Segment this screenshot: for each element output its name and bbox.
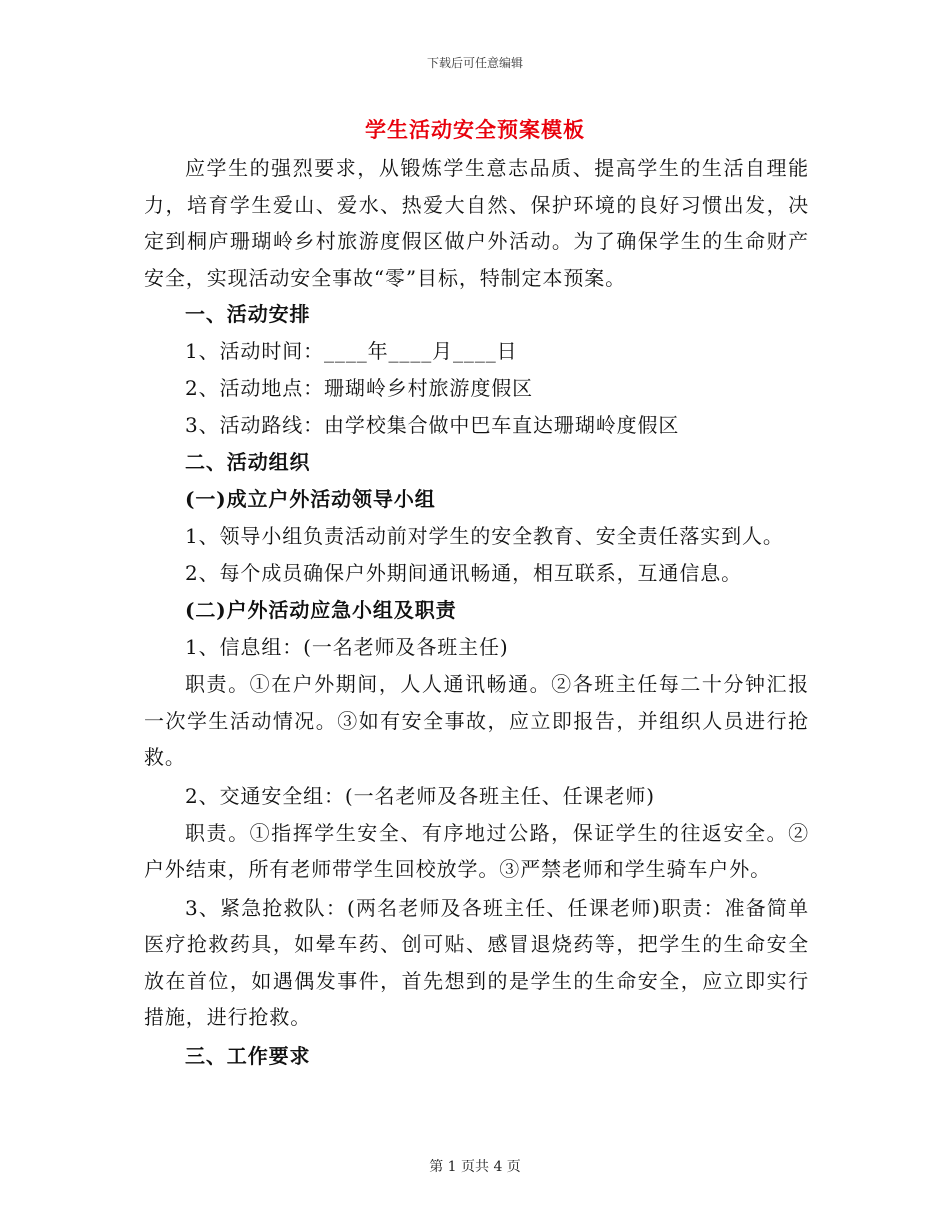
document-title: 学生活动安全预案模板	[365, 117, 585, 142]
activity-time: 1、活动时间：____年____月____日	[185, 339, 518, 363]
traffic-group-duty: 职责。①指挥学生安全、有序地过公路，保证学生的往返安全。②户外结束，所有老师带学生回校放学。③严禁老师和学生骑车户外。	[144, 820, 809, 881]
leadership-item-2: 2、每个成员确保户外期间通讯畅通，相互联系，互通信息。	[185, 561, 743, 585]
activity-route: 3、活动路线：由学校集合做中巴车直达珊瑚岭度假区	[185, 413, 680, 437]
subsection-2-heading: (二)户外活动应急小组及职责	[185, 598, 457, 622]
section-2-heading: 二、活动组织	[185, 450, 311, 474]
activity-location: 2、活动地点：珊瑚岭乡村旅游度假区	[185, 376, 534, 400]
page-footer: 第 1 页共 4 页	[429, 1159, 521, 1175]
leadership-item-1: 1、领导小组负责活动前对学生的安全教育、安全责任落实到人。	[185, 524, 784, 548]
subsection-1-heading: (一)成立户外活动领导小组	[185, 487, 436, 511]
rescue-team-paragraph: 3、紧急抢救队：(两名老师及各班主任、任课老师)职责：准备简单医疗抢救药具，如晕车药、创可贴、感冒退烧药等，把学生的生命安全放在首位，如遇偶发事件，首先想到的是学生的生命安全，应立即实行措施，进行抢救。	[144, 895, 809, 1029]
intro-paragraph: 应学生的强烈要求，从锻炼学生意志品质、提高学生的生活自理能力，培育学生爱山、爱水、热爱大自然、保护环境的良好习惯出发，决定到桐庐珊瑚岭乡村旅游度假区做户外活动。为了确保学生的生命财产安全，实现活动安全事故“零”目标，特制定本预案。	[144, 156, 809, 290]
header-note: 下载后可任意编辑	[426, 56, 523, 70]
document-body	[144, 150, 809, 1075]
traffic-group-title: 2、交通安全组：(一名老师及各班主任、任课老师)	[185, 783, 655, 808]
section-1-heading: 一、活动安排	[185, 302, 311, 326]
section-3-heading: 三、工作要求	[185, 1043, 311, 1068]
info-group-duty: 职责。①在户外期间，人人通讯畅通。②各班主任每二十分钟汇报一次学生活动情况。③如有安全事故，应立即报告，并组织人员进行抢救。	[144, 672, 809, 769]
info-group-title: 1、信息组：(一名老师及各班主任)	[185, 635, 509, 659]
